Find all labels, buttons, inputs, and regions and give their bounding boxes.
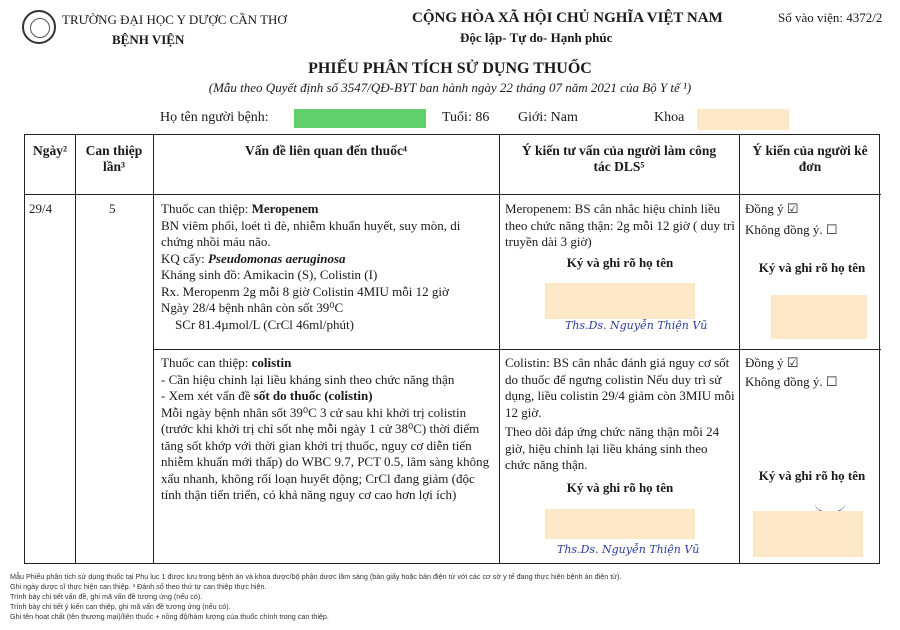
header-prescriber: Ý kiến của người kê đơn	[752, 143, 868, 174]
disagree-checkbox-1[interactable]: Không đồng ý. ☐	[745, 221, 838, 237]
disagree-checkbox-2[interactable]: Không đồng ý. ☐	[745, 373, 838, 389]
drug-analysis-table	[24, 134, 880, 564]
university-name: TRƯỜNG ĐẠI HỌC Y DƯỢC CẦN THƠ	[62, 12, 287, 27]
patient-age: Tuổi: 86	[442, 110, 490, 125]
advice-meropenem: Meropenem: BS cân nhắc hiệu chỉnh liều theo chức năng thận: 2g mỗi 12 giờ ( duy trì truyền dài 3 giờ) Ký và ghi rõ họ tên	[505, 201, 735, 270]
patient-sex: Giới: Nam	[518, 110, 578, 125]
header-day: Ngày²	[32, 143, 68, 158]
header-pharmacist: Ý kiến tư vấn của người làm công tác DLS⁵	[521, 143, 717, 174]
hospital-name: BỆNH VIỆN	[112, 32, 185, 47]
department-label: Khoa	[654, 110, 685, 125]
issue-colistin: Thuốc can thiệp: colistin - Cần hiệu chỉnh lại liều kháng sinh theo chức năng thận - Xem xét vấn đề sốt do thuốc (colistin) Mỗi ngày bệnh nhân sốt 39⁰C 3 cử sau khi khởi trị colistin (trước khi khởi trị chỉ sốt nhẹ mỗi ngày 1 cử 38⁰C) thời điểm tăng sốt khớp với thời gian khởi trị thuốc, nguy cơ diễn tiến nhiễm khuẩn mới thấp) do WBC 9.7, PCT 0.5, lâm sàng không xấu nhanh, không rối loạn huyết động; CrCl đang giảm (độc tính thận tiến triển, có khả năng nguy cơ cao hơn lợi ích)	[161, 355, 490, 502]
advice-colistin: Colistin: BS cân nhắc đánh giá nguy cơ sốt do thuốc để ngưng colistin Nếu duy trì sử dụng, liều colistin 29/4 giảm còn 3MIU mỗi 12 giờ. Theo dõi đáp ứng chức năng thận mỗi 24 giờ, hiệu chỉnh lại liều kháng sinh theo chức năng thận. Ký và ghi rõ họ tên	[505, 355, 735, 495]
pharmacist-signature-1: Ths.Ds. Nguyễn Thiện Vũ	[565, 319, 708, 332]
prescriber-signature-redaction-1	[771, 295, 867, 339]
header-intervention: Can thiệp lần³	[85, 143, 143, 174]
department-redaction	[697, 109, 789, 130]
prescriber-opinion-2: Đồng ý ☑ Không đồng ý. ☐ Ký và ghi rõ họ tên	[745, 355, 879, 485]
nation-title: CỘNG HÒA XÃ HỘI CHỦ NGHĨA VIỆT NAM	[412, 10, 723, 26]
agree-checkbox-1[interactable]: Đồng ý ☑	[745, 201, 799, 216]
prescriber-signature-redaction-2	[753, 511, 863, 557]
header-issue: Vấn đề liên quan đến thuốc⁴	[245, 143, 407, 158]
university-logo-icon	[22, 10, 56, 44]
footnotes: Mẫu Phiếu phân tích sử dụng thuốc tại Phụ lục 1 được lưu trong bệnh án và khoa dược/bộ phận dược lâm sàng (bản giấy hoặc bản điện tử với các cơ sở y tế đang thực hiện bệnh án điện tử). Ghi ngày dược sĩ thực hiện can thiệp. ³ Đánh số theo thứ tự can thiệp thực hiện. Trình bày chi tiết vấn đề, ghi mã vấn đề tương ứng (nếu có). Trình bày chi tiết ý kiến can thiệp, ghi mã vấn đề tương ứng (nếu có). Ghi tên hoạt chất (tên thương mại)/liên thuốc + nồng độ/hàm lượng của thuốc chính trong can thiệp.	[10, 572, 622, 621]
intervention-day: 29/4	[29, 201, 53, 216]
patient-name-label: Họ tên người bệnh:	[160, 110, 269, 125]
pharmacist-signature-2: Ths.Ds. Nguyễn Thiện Vũ	[557, 543, 700, 556]
admission-number: Số vào viện: 4372/2	[778, 10, 883, 25]
issue-meropenem: Thuốc can thiệp: Meropenem BN viêm phổi, loét tì đè, nhiễm khuẩn huyết, suy mòn, di chứng nhồi máu não. KQ cấy: Pseudomonas aeruginosa Kháng sinh đồ: Amikacin (S), Colistin (I) Rx. Meropenm 2g mỗi 8 giờ Colistin 4MIU mỗi 12 giờ Ngày 28/4 bệnh nhân còn sốt 39⁰C SCr 81.4µmol/L (CrCl 46ml/phút)	[161, 201, 461, 332]
patient-name-redaction	[294, 109, 426, 128]
agree-checkbox-2[interactable]: Đồng ý ☑	[745, 355, 799, 370]
nation-motto: Độc lập- Tự do- Hạnh phúc	[460, 30, 613, 45]
pharmacist-signature-redaction-2	[545, 509, 695, 539]
prescriber-opinion-1: Đồng ý ☑ Không đồng ý. ☐ Ký và ghi rõ họ tên	[745, 201, 879, 277]
form-title: PHIẾU PHÂN TÍCH SỬ DỤNG THUỐC	[308, 60, 592, 77]
pharmacist-signature-redaction-1	[545, 283, 695, 319]
intervention-count: 5	[109, 201, 116, 216]
form-subtitle: (Mẫu theo Quyết định số 3547/QĐ-BYT ban hành ngày 22 tháng 07 năm 2021 của Bộ Y tế ¹)	[208, 80, 692, 95]
